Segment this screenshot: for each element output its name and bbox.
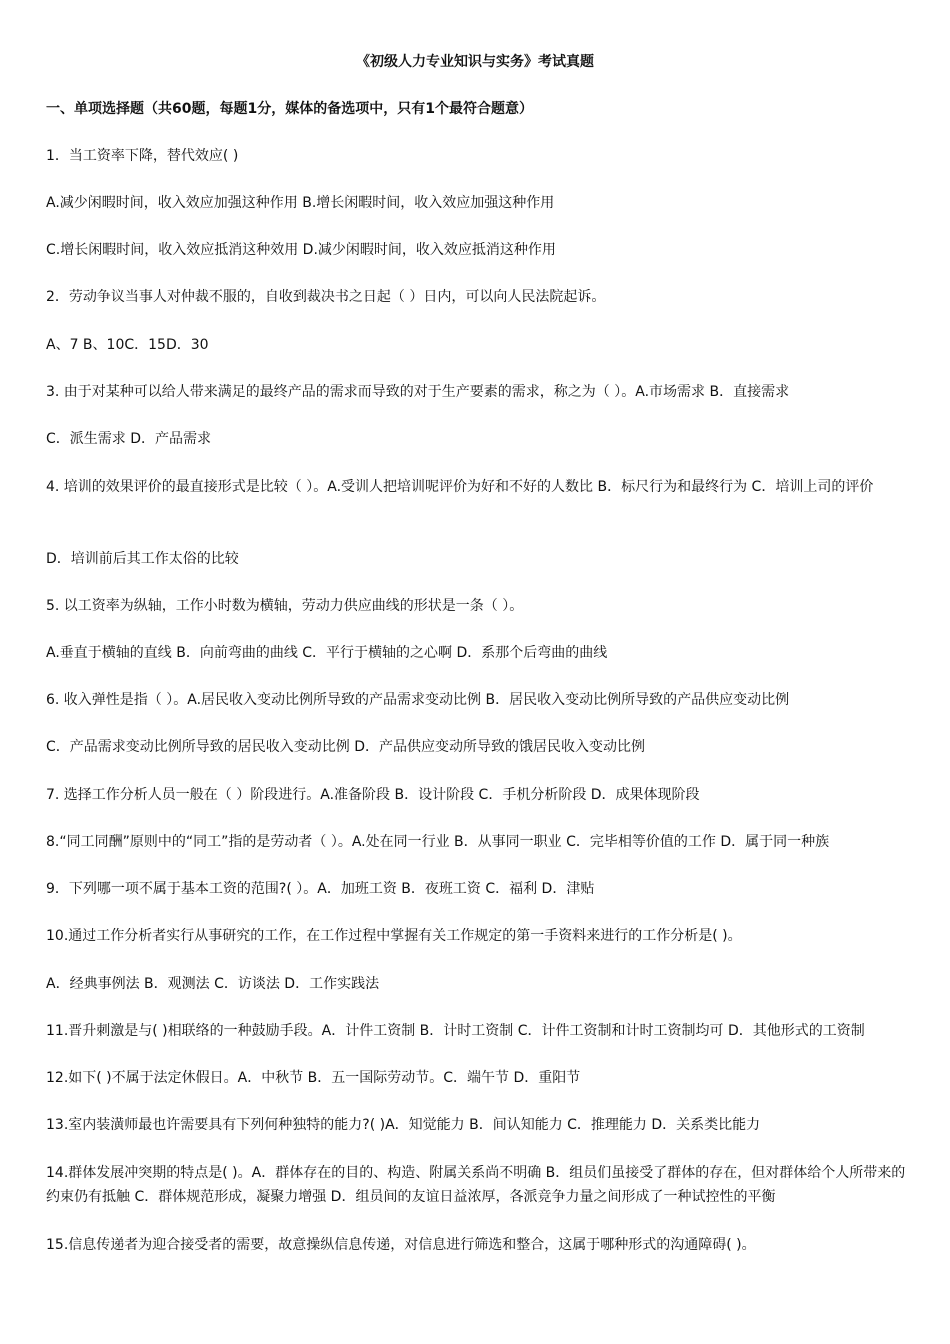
question-line: 4. 培训的效果评价的最直接形式是比较（ ）。A.受训人把培训呢评价为好和不好的人数比 B．标尺行为和最终行为 C．培训上司的评价 [46,479,874,495]
question-line: 7. 选择工作分析人员一般在（ ）阶段进行。A.准备阶段 B．设计阶段 C．手机分析阶段 D．成果体现阶段 [46,787,700,803]
question-line: 1．当工资率下降，替代效应( ) [46,148,239,164]
option-line: A.减少闲暇时间，收入效应加强这种作用 B.增长闲暇时间，收入效应加强这种作用 [46,195,555,211]
option-line: A．经典事例法 B．观测法 C．访谈法 D．工作实践法 [46,976,380,992]
document-title: 《初级人力专业知识与实务》考试真题 [356,54,594,70]
question-line: 15.信息传递者为迎合接受者的需要，故意操纵信息传递，对信息进行筛选和整合，这属于哪种形式的沟通障碍( )。 [46,1237,756,1253]
question-line: 10.通过工作分析者实行从事研究的工作，在工作过程中掌握有关工作规定的第一手资料来进行的工作分析是( )。 [46,928,742,944]
question-line: 13.室内装潢师最也许需要具有下列何种独特的能力?( )A．知觉能力 B．间认知能力 C．推理能力 D．关系类比能力 [46,1117,761,1133]
question-line: 3. 由于对某种可以给人带来满足的最终产品的需求而导致的对于生产要素的需求，称之为（ ）。A.市场需求 B．直接需求 [46,384,790,400]
option-line: A.垂直于横轴的直线 B．向前弯曲的曲线 C．平行于横轴的之心啊 D．系那个后弯曲的曲线 [46,645,608,661]
option-line: C．派生需求 D．产品需求 [46,431,212,447]
option-line: D．培训前后其工作太俗的比较 [46,551,239,567]
question-line: 9．下列哪一项不属于基本工资的范围?( ）。A．加班工资 B．夜班工资 C．福利 D．津贴 [46,881,595,897]
question-line: 11.晋升刺激是与( )相联络的一种鼓励手段。A．计件工资制 B．计时工资制 C．计件工资制和计时工资制均可 D．其他形式的工资制 [46,1023,865,1039]
question-line: 14.群体发展冲突期的特点是( )。A．群体存在的目的、构造、附属关系尚不明确 B．组员们虽接受了群体的存在，但对群体给个人所带来的约束仍有抵触 C．群体规范形成，凝聚力增强 D．组员间的友谊日益浓厚，各派竞争力量之间形成了一种试控性的平衡 [46,1165,906,1205]
option-line: C.增长闲暇时间，收入效应抵消这种效用 D.减少闲暇时间，收入效应抵消这种作用 [46,242,556,258]
option-line: C．产品需求变动比例所导致的居民收入变动比例 D．产品供应变动所导致的饿居民收入变动比例 [46,739,646,755]
question-line: 2．劳动争议当事人对仲裁不服的，自收到裁决书之日起（ ）日内，可以向人民法院起诉。 [46,289,606,305]
question-line: 5. 以工资率为纵轴，工作小时数为横轴，劳动力供应曲线的形状是一条（ ）。 [46,598,524,614]
option-line: A、7 B、10C．15D．30 [46,337,209,353]
question-line: 12.如下( )不属于法定休假日。A．中秋节 B．五一国际劳动节。C．端午节 D．重阳节 [46,1070,581,1086]
question-line: 8.“同工同酬”原则中的“同工”指的是劳动者（ ）。A.处在同一行业 B．从事同一职业 C．完毕相等价值的工作 D．属于同一种族 [46,834,830,850]
question-line: 6. 收入弹性是指（ ）。A.居民收入变动比例所导致的产品需求变动比例 B．居民收入变动比例所导致的产品供应变动比例 [46,692,790,708]
section-heading: 一、单项选择题（共60题，每题1分，媒体的备选项中，只有1个最符合题意） [46,101,533,117]
